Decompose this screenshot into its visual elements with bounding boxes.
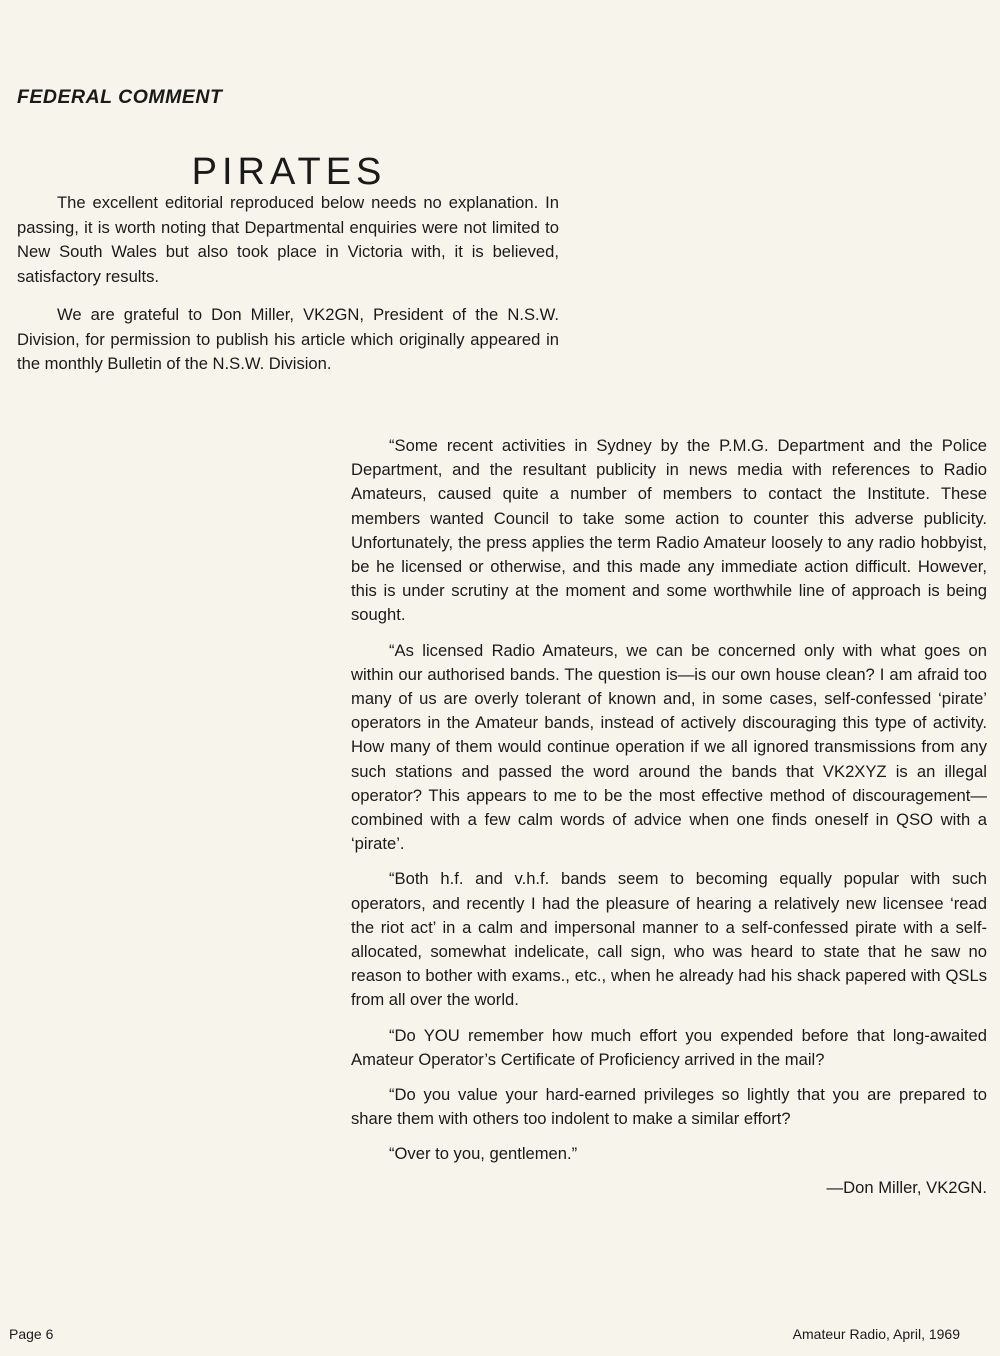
author-signature: —Don Miller, VK2GN.	[826, 1177, 987, 1197]
article-paragraph: “Do YOU remember how much effort you expended before that long-awaited Amateur Operator’s Certificate of Proficiency arrived in the mail?	[351, 1025, 987, 1069]
article-paragraph: “Some recent activities in Sydney by the P.M.G. Department and the Police Department, and the resultant publicity in news media with references to Radio Amateurs, caused quite a number of members to contact the Institute. These members wanted Council to take some action to counter this adverse publicity. Unfortunately, the press applies the term Radio Amateur loosely to any radio hobbyist, be he licensed or otherwise, and this made any immediate action difficult. However, this is under scrutiny at the moment and some worthwhile line of approach is being sought.	[351, 436, 987, 625]
article-paragraph: “As licensed Radio Amateurs, we can be concerned only with what goes on within our authorised bands. The question is—is our own house clean? I am afraid too many of us are overly tolerant of known and, in some cases, self-confessed ‘pirate’ operators in the Amateur bands, instead of actively discouraging this type of activity. How many of them would continue operation if we all ignored transmissions from any such stations and passed the word around the bands that VK2XYZ is an illegal operator? This appears to me to be the most effective method of discouragement—combined with a few calm words of advice when one finds oneself in QSO with a ‘pirate’.	[351, 640, 987, 854]
article-paragraph: “Both h.f. and v.h.f. bands seem to becoming equally popular with such operators, and recently I had the pleasure of hearing a relatively new licensee ‘read the riot act’ in a calm and impersonal manner to a self-confessed pirate with a self-allocated, somewhat indelicate, call sign, who was heard to state that he saw no reason to bother with exams., etc., when he already had his shack papered with QSLs from all over the world.	[351, 869, 987, 1010]
page-title: PIRATES	[191, 151, 387, 194]
section-label: FEDERAL COMMENT	[17, 86, 223, 108]
article-paragraph: “Over to you, gentlemen.”	[389, 1144, 578, 1164]
intro-paragraph: We are grateful to Don Miller, VK2GN, President of the N.S.W. Division, for permission to publish his article which originally appeared in the monthly Bulletin of the N.S.W. Division.	[17, 305, 559, 373]
article-paragraph: “Do you value your hard-earned privileges so lightly that you are prepared to share them with others too indolent to make a similar effort?	[351, 1085, 987, 1129]
article-body	[351, 434, 987, 1211]
intro-block	[17, 191, 559, 391]
footer-publication: Amateur Radio, April, 1969	[792, 1326, 960, 1342]
intro-paragraph: The excellent editorial reproduced below needs no explanation. In passing, it is worth noting that Departmental enquiries were not limited to New South Wales but also took place in Victoria with, it is believed, satisfactory results.	[17, 193, 559, 286]
footer-page-number: Page 6	[9, 1326, 54, 1342]
